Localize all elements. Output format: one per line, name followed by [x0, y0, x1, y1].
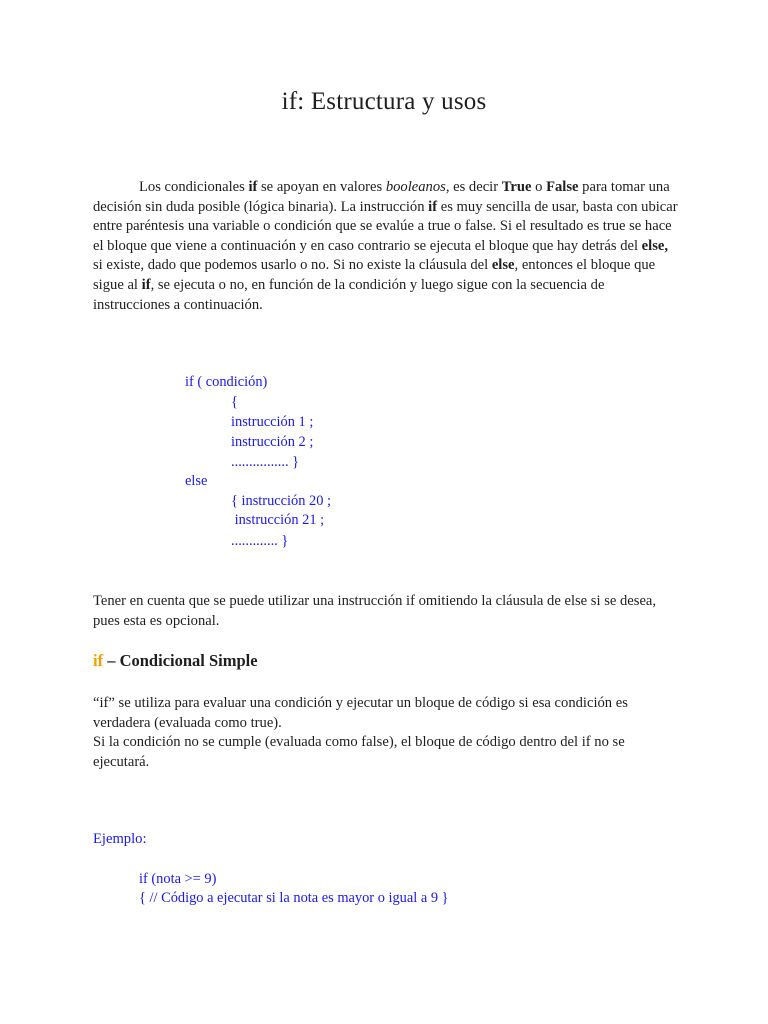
- code-line: instrucción 21 ;: [231, 512, 325, 528]
- example-label: Ejemplo:: [93, 831, 147, 847]
- intro-text: para tomar una decisión sin duda posible (lógica binaria). La instrucción: [93, 179, 670, 215]
- intro-text: o: [531, 179, 547, 195]
- intro-text: se apoyan en valores: [257, 179, 386, 195]
- intro-text: es muy sencilla de usar, basta con ubicar entre paréntesis una variable o condición que se evalúe a true o false. Si el resultado es true se hace el bloque que viene a continuación y en caso contrario se ejecuta el bloque que hay detrás del: [93, 198, 678, 254]
- intro-bold: if: [428, 198, 438, 215]
- section-line-2: Si la condición no se cumple (evaluada como false), el bloque de código dentro del if no se ejecutará.: [93, 734, 625, 770]
- code-line: if ( condición): [185, 374, 268, 390]
- code-line: instrucción 1 ;: [231, 414, 314, 430]
- section-heading-text: – Condicional Simple: [103, 651, 258, 670]
- code-line: else: [185, 473, 208, 489]
- intro-italic: booleanos: [385, 179, 446, 195]
- intro-text: Los condicionales: [139, 179, 249, 195]
- code-line: {: [231, 394, 238, 410]
- intro-bold: if: [141, 276, 151, 293]
- intro-bold: True: [501, 179, 532, 195]
- intro-text: , entonces el bloque que sigue al: [93, 257, 656, 293]
- intro-bold: else,: [641, 237, 669, 254]
- intro-text: , se ejecuta o no, en función de la condición y luego sigue con la secuencia de instrucciones a continuación.: [93, 276, 605, 313]
- note-paragraph: Tener en cuenta que se puede utilizar una instrucción if omitiendo la cláusula de else si se desea, pues esta es opcional.: [93, 593, 657, 629]
- page-title: if: Estructura y usos: [281, 88, 487, 115]
- code-line: ................ }: [231, 454, 300, 470]
- intro-bold: False: [546, 179, 579, 195]
- example-code-line: { // Código a ejecutar si la nota es mayor o igual a 9 }: [139, 890, 449, 906]
- code-line: ............. }: [231, 533, 289, 549]
- section-keyword: if: [93, 651, 104, 670]
- code-line: { instrucción 20 ;: [231, 493, 332, 509]
- section-paragraph: [93, 694, 678, 772]
- intro-bold: if: [248, 179, 258, 195]
- intro-bold: else: [491, 257, 515, 274]
- code-line: instrucción 2 ;: [231, 434, 314, 450]
- intro-text: , es decir: [445, 179, 502, 195]
- section-line-1: “if” se utiliza para evaluar una condición y ejecutar un bloque de código si esa condición es verdadera (evaluada como true).: [93, 695, 628, 731]
- intro-paragraph: [93, 178, 678, 315]
- example-code-line: if (nota >= 9): [139, 871, 217, 887]
- intro-text: si existe, dado que podemos usarlo o no. Si no existe la cláusula del: [93, 257, 492, 274]
- section-heading: [93, 651, 258, 671]
